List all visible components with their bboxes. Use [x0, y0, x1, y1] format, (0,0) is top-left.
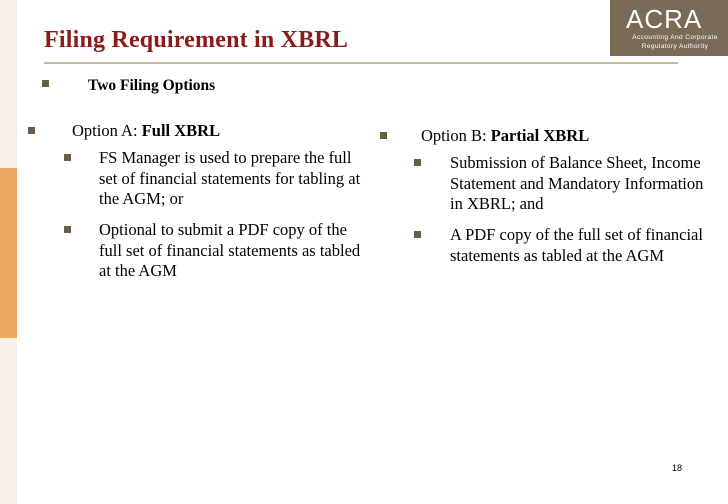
subtitle: Two Filing Options	[88, 77, 216, 94]
option-b-point-2-bullet-icon	[414, 231, 421, 238]
title-divider	[44, 62, 678, 64]
slide-title: Filing Requirement in XBRL	[44, 27, 349, 53]
option-b-point-1-bullet-icon	[414, 159, 421, 166]
option-a-point-1-bullet-icon	[64, 154, 71, 161]
left-bar-top-segment	[0, 0, 17, 168]
option-a-name: Full XBRL	[141, 121, 221, 140]
logo-tagline-line1: Accounting And Corporate	[632, 34, 718, 41]
option-b-bullet-icon	[380, 132, 387, 139]
acra-logo	[610, 0, 728, 56]
option-b-point-2: A PDF copy of the full set of financial statements as tabled at the AGM	[450, 225, 703, 265]
subtitle-bullet-icon	[42, 80, 49, 87]
page-number: 18	[672, 463, 683, 473]
option-b-point-1: Submission of Balance Sheet, Income Statement and Mandatory Information in XBRL; and	[450, 153, 704, 213]
option-a-point-1: FS Manager is used to prepare the full set of financial statements for tabling at the AGM; or	[99, 148, 361, 208]
left-bar-bottom-segment	[0, 338, 17, 504]
option-b-heading	[421, 126, 589, 147]
option-a-point-2-bullet-icon	[64, 226, 71, 233]
left-bar-highlight-segment	[0, 168, 17, 338]
logo-tagline-line2: Regulatory Authority	[641, 43, 709, 50]
option-a-point-2: Optional to submit a PDF copy of the full set of financial statements as tabled at the AGM	[99, 220, 361, 280]
option-a-bullet-icon	[28, 127, 35, 134]
left-accent-bar	[0, 0, 17, 504]
logo-wordmark: ACRA	[626, 4, 703, 34]
option-b-prefix: Option B:	[421, 126, 491, 145]
option-b-name: Partial XBRL	[490, 126, 590, 145]
option-a-prefix: Option A:	[72, 121, 142, 140]
option-a-heading	[72, 121, 220, 142]
